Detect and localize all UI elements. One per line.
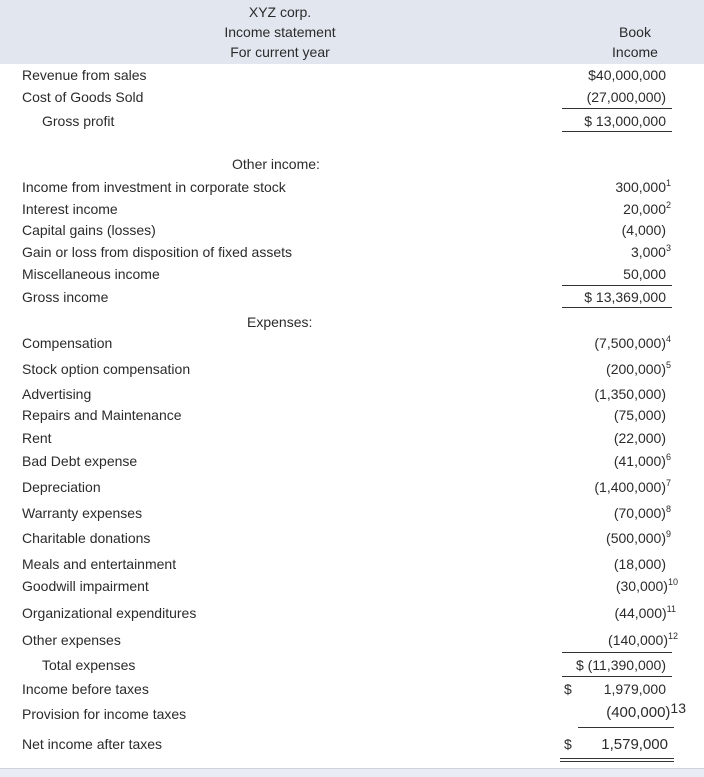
cogs-label: Cost of Goods Sold <box>22 89 144 105</box>
income-before-taxes-label: Income before taxes <box>22 681 149 697</box>
footnote-marker: 4 <box>665 334 671 344</box>
tax-provision-label: Provision for income taxes <box>22 706 187 722</box>
footnote-marker: 12 <box>667 631 678 641</box>
expense-row-label: Depreciation <box>22 479 101 495</box>
expense-row-label: Meals and entertainment <box>22 556 177 572</box>
expense-row-value: (500,000)$^9$ <box>606 529 671 546</box>
revenue-value: $40,000,000 <box>588 67 666 83</box>
expense-row-value: (75,000) <box>613 407 666 423</box>
expense-row-label: Bad Debt expense <box>22 453 138 469</box>
divider <box>562 131 672 132</box>
other-income-title: Other income: <box>232 156 320 172</box>
footnote-marker: 10 <box>667 577 678 587</box>
income-before-taxes-value: 1,979,000 <box>603 681 666 697</box>
footnote-marker: 8 <box>665 504 671 514</box>
footnote-marker: 7 <box>665 478 671 488</box>
expense-row-label: Organizational expenditures <box>22 605 197 621</box>
expense-row-label: Goodwill impairment <box>22 578 149 594</box>
column-header-income: Income <box>612 44 658 60</box>
divider <box>562 307 672 308</box>
column-header-book: Book <box>619 24 651 40</box>
expense-row-value: (200,000)$^5$ <box>606 360 671 377</box>
footnote-marker: 1 <box>665 178 671 188</box>
footnote-marker: 11 <box>666 604 676 614</box>
net-income-value: 1,579,000 <box>601 736 668 753</box>
total-expenses-label: Total expenses <box>42 657 136 673</box>
expense-row-label: Stock option compensation <box>22 361 191 377</box>
divider <box>578 727 674 728</box>
divider <box>562 285 672 286</box>
cogs-value: (27,000,000) <box>586 89 666 105</box>
other-income-row-label: Gain or loss from disposition of fixed assets <box>22 244 293 260</box>
expense-row-value: (22,000) <box>613 430 666 446</box>
expense-row-label: Advertising <box>22 386 92 402</box>
expenses-title: Expenses: <box>247 314 313 330</box>
footnote-marker: 5 <box>665 360 671 370</box>
other-income-row-label: Income from investment in corporate stock <box>22 179 286 195</box>
footnote-marker: 3 <box>665 243 671 253</box>
net-income-label: Net income after taxes <box>22 736 163 752</box>
gross-profit-value: $ 13,000,000 <box>584 113 666 129</box>
revenue-label: Revenue from sales <box>22 67 147 83</box>
double-underline-top <box>560 758 674 759</box>
expense-row-value: (30,000)$^{10}$ <box>615 577 678 594</box>
footnote-marker: 9 <box>665 529 671 539</box>
expense-row-value: (1,350,000) <box>594 386 666 402</box>
expense-row-label: Rent <box>22 430 52 446</box>
expense-row-value: (70,000)$^8$ <box>613 504 671 521</box>
other-income-row-label: Interest income <box>22 201 118 217</box>
expense-row-label: Charitable donations <box>22 530 151 546</box>
other-income-row-value: 50,000 <box>623 266 666 282</box>
statement-period: For current year <box>230 44 330 60</box>
other-income-row-value: 20,000$^2$ <box>623 200 671 217</box>
other-income-row-value: 3,000$^3$ <box>630 243 671 260</box>
footnote-marker: 13 <box>670 700 686 716</box>
other-income-row-value: (4,000) <box>621 222 666 238</box>
footnote-marker: 2 <box>665 200 671 210</box>
divider <box>562 652 672 653</box>
gross-income-value: $ 13,369,000 <box>584 289 666 305</box>
expense-row-label: Repairs and Maintenance <box>22 407 182 423</box>
expense-row-value: (7,500,000)$^4$ <box>594 334 671 351</box>
expense-row-label: Compensation <box>22 335 113 351</box>
double-underline-bottom <box>560 761 674 762</box>
other-income-row-label: Capital gains (losses) <box>22 222 156 238</box>
other-income-row-value: 300,000$^1$ <box>615 178 671 195</box>
footnote-marker: 6 <box>665 452 671 462</box>
total-expenses-value: $ (11,390,000) <box>575 657 666 673</box>
other-income-row-label: Miscellaneous income <box>22 266 160 282</box>
expense-row-value: (41,000)$^6$ <box>613 452 671 469</box>
income-before-taxes-currency: $ <box>564 681 572 697</box>
expense-row-value: (1,400,000)$^7$ <box>594 478 671 495</box>
expense-row-value: (44,000)$^{11}$ <box>614 604 676 621</box>
tax-provision-value: (400,000)$^{13}$ <box>606 700 686 721</box>
expense-row-value: (18,000) <box>613 556 666 572</box>
statement-title: Income statement <box>224 24 336 40</box>
expense-row-value: (140,000)$^{12}$ <box>608 631 678 648</box>
gross-income-label: Gross income <box>22 289 109 305</box>
expense-row-label: Other expenses <box>22 632 121 648</box>
company-name: XYZ corp. <box>248 4 312 20</box>
expense-row-label: Warranty expenses <box>22 505 143 521</box>
divider <box>562 676 672 677</box>
net-income-currency: $ <box>564 736 572 752</box>
gross-profit-label: Gross profit <box>42 113 115 129</box>
divider <box>562 108 672 109</box>
